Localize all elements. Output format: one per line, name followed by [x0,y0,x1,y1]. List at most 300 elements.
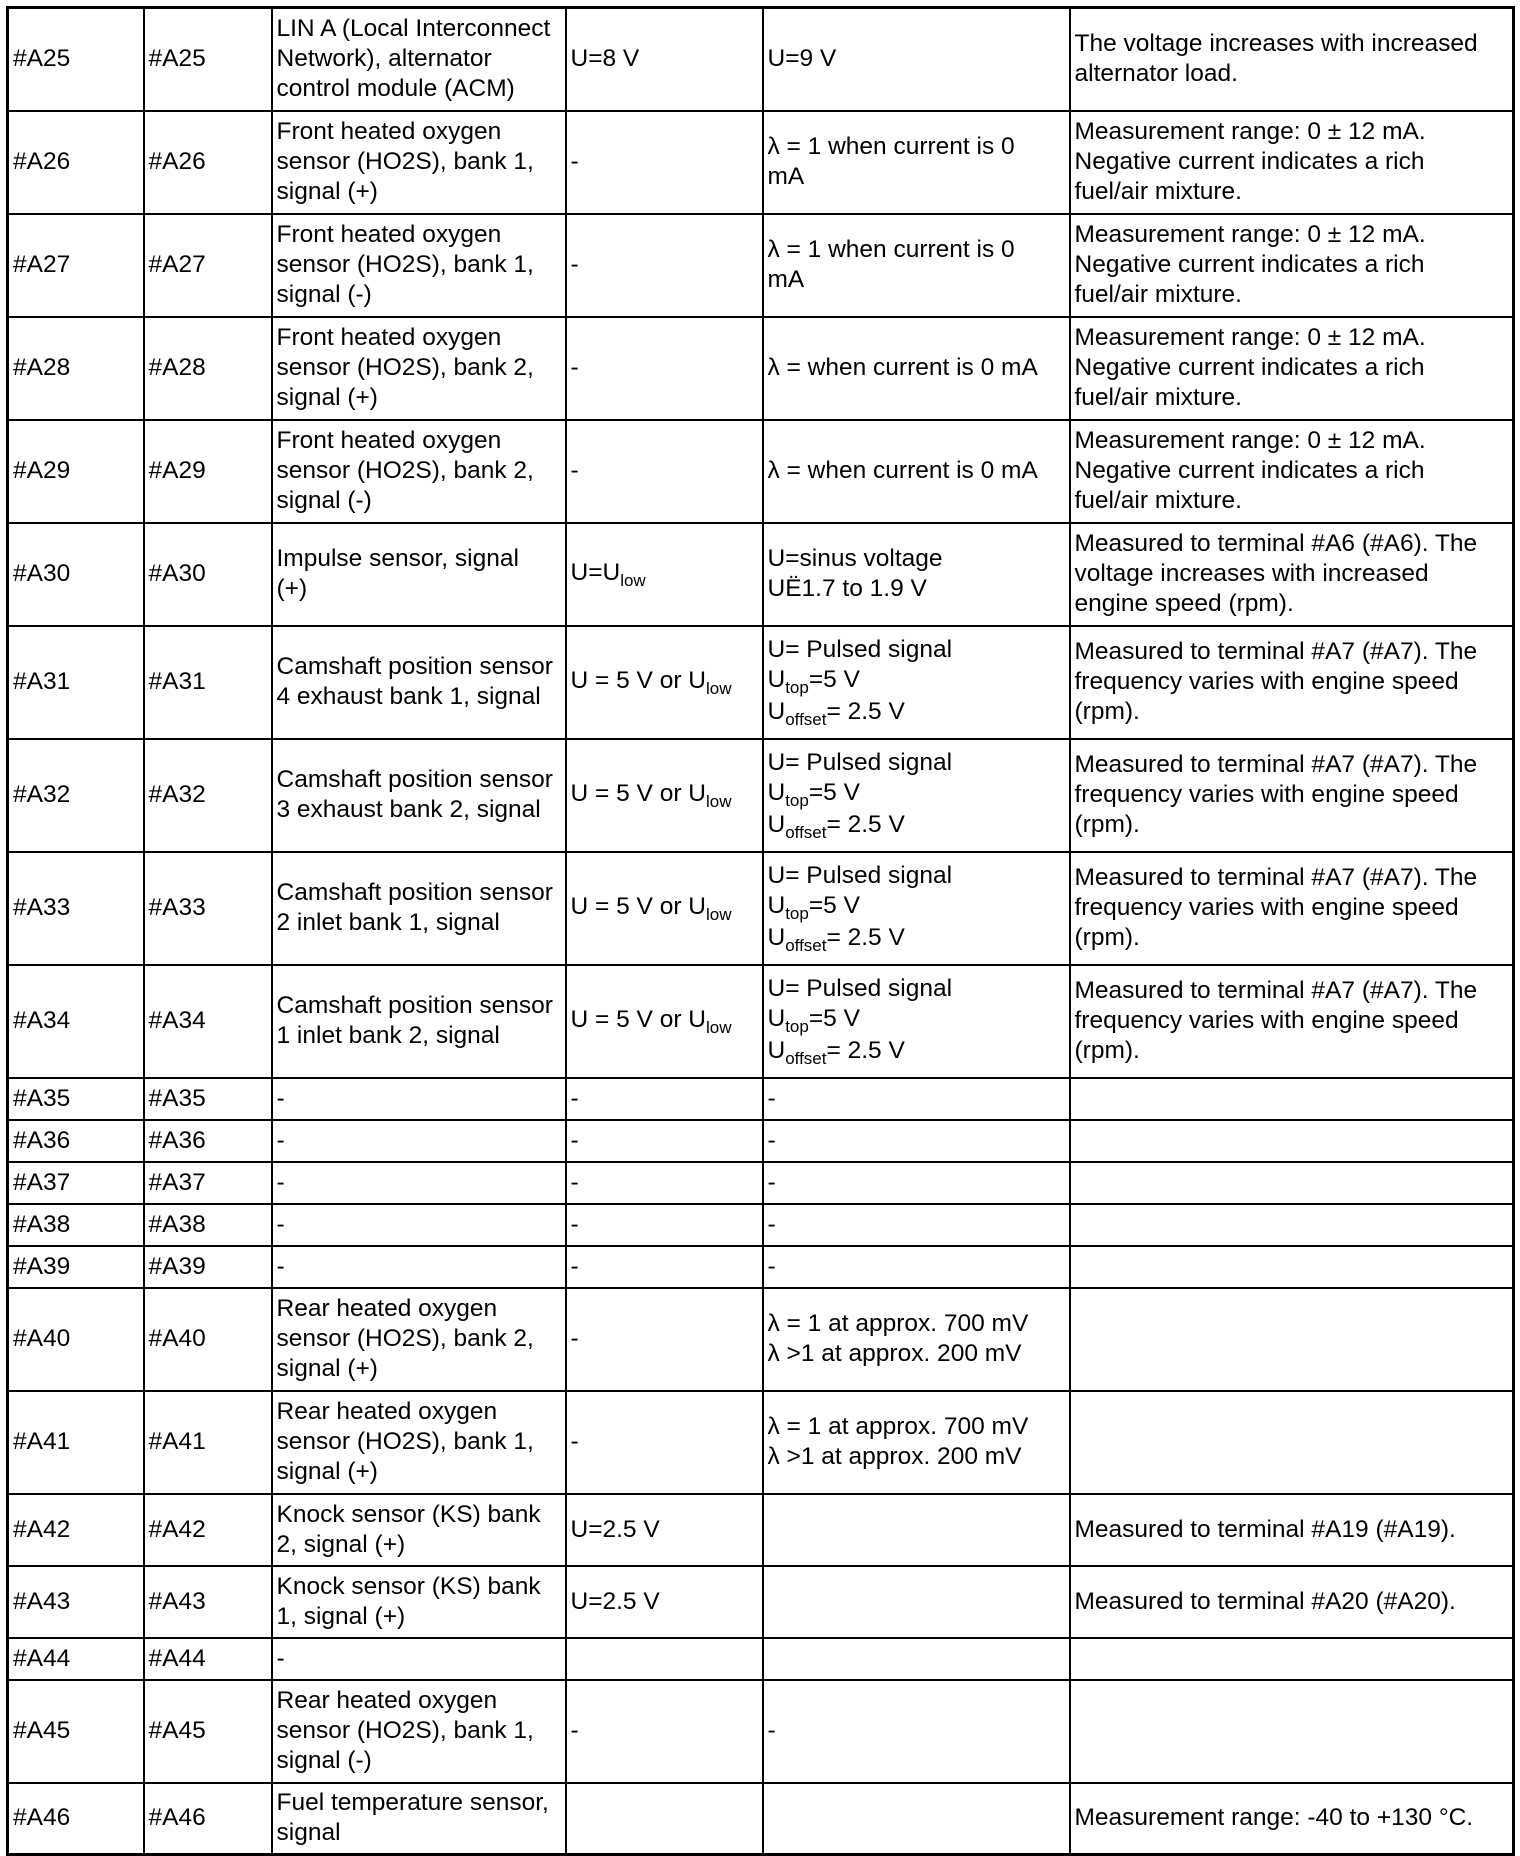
document-page [6,6,1515,1856]
remark [1070,420,1514,523]
cell-line: Measurement range: 0 ± 12 mA. [1074,221,1426,248]
cell-text: #A44 [13,1644,71,1672]
line-main-text: U = 5 V or U [570,1006,706,1033]
cell-line: frequency varies with engine speed [1074,894,1459,921]
cell-line-with-subscript [571,666,758,698]
signal-description [272,1638,566,1680]
signal-description [272,1162,566,1204]
cell-line: UË1.7 to 1.9 V [767,575,927,602]
cell-line: U=8 V [570,45,640,73]
cell-line: Rear heated oxygen [276,1398,498,1425]
cell-line: - [570,457,579,484]
terminal-id-alt [144,1246,272,1288]
terminal-id-alt [144,1680,272,1783]
cell-line: U=sinus voltage [767,545,943,572]
cell-line: (rpm). [1074,698,1140,725]
signal-description [272,1783,566,1855]
remark [1070,852,1514,965]
cell-text: #A34 [13,1007,71,1034]
line-after-text: = 2.5 V [826,1037,905,1064]
terminal-id [8,8,144,111]
value-condition-1 [566,1078,763,1120]
terminal-table [6,6,1515,1856]
cell-line: sensor (HO2S), bank 2, [276,1325,534,1352]
signal-description [272,626,566,739]
value-condition-2 [763,1391,1070,1494]
cell-text: #A35 [148,1084,206,1112]
cell-line: - [570,148,579,175]
cell-line: Measured to terminal #A6 (#A6). The [1074,530,1478,557]
cell-text: #A31 [13,668,71,695]
cell-line: engine speed (rpm). [1074,590,1294,617]
cell-line: U=9 V [767,45,837,73]
cell-text: #A43 [148,1587,206,1615]
value-condition-2 [763,1566,1070,1638]
terminal-id [8,1162,144,1204]
signal-description [272,1494,566,1566]
cell-text: #A33 [13,894,71,921]
cell-line: Rear heated oxygen [276,1687,498,1714]
cell-text: #A35 [13,1084,71,1112]
line-subscript: top [785,791,809,810]
cell-line-with-subscript [768,1036,1065,1068]
cell-text: #A42 [148,1515,206,1543]
cell-line: - [570,354,579,381]
cell-line: λ = 1 when current is 0 [767,133,1015,160]
cell-line: - [570,1084,579,1112]
table-row [8,420,1514,523]
cell-line: λ = 1 when current is 0 [767,236,1015,263]
cell-line: sensor (HO2S), bank 1, [276,251,534,278]
table-row [8,1078,1514,1120]
cell-line: signal [276,1819,341,1847]
cell-line: λ >1 at approx. 200 mV [767,1340,1022,1367]
value-condition-1 [566,8,763,111]
cell-text: #A43 [13,1587,71,1615]
cell-text: #A37 [148,1168,206,1196]
signal-description [272,739,566,852]
table-row [8,1246,1514,1288]
value-condition-1 [566,1566,763,1638]
line-subscript: low [705,679,732,698]
remark [1070,1288,1514,1391]
cell-line: λ = when current is 0 mA [767,354,1038,381]
cell-text: #A41 [13,1428,71,1455]
value-condition-1 [566,1638,763,1680]
cell-line: Front heated oxygen [276,221,502,248]
cell-line: LIN A (Local Interconnect [276,15,551,43]
remark [1070,965,1514,1078]
cell-line: Negative current indicates a rich [1074,148,1425,175]
cell-line: signal (-) [276,281,372,308]
cell-line: sensor (HO2S), bank 2, [276,457,534,484]
cell-text: #A32 [148,781,206,808]
value-condition-2 [763,1680,1070,1783]
signal-description [272,523,566,626]
value-condition-2 [763,965,1070,1078]
cell-line: U= Pulsed signal [767,862,953,889]
signal-description [272,111,566,214]
cell-line: Measured to terminal #A19 (#A19). [1074,1515,1456,1543]
table-row [8,8,1514,111]
terminal-id [8,214,144,317]
terminal-id [8,1078,144,1120]
line-after-text: =5 V [808,666,860,693]
cell-line: Negative current indicates a rich [1074,354,1425,381]
terminal-id-alt [144,8,272,111]
cell-line: Fuel temperature sensor, [276,1789,549,1817]
cell-text: #A31 [148,668,206,695]
table-row [8,214,1514,317]
value-condition-2 [763,1638,1070,1680]
value-condition-2 [763,1162,1070,1204]
cell-line: - [767,1210,776,1238]
cell-line: Negative current indicates a rich [1074,457,1425,484]
line-main-text: U [767,811,786,838]
remark [1070,1566,1514,1638]
cell-line: - [570,1428,579,1455]
cell-line-with-subscript [571,779,758,811]
line-subscript: offset [785,1049,827,1068]
cell-line: Front heated oxygen [276,118,502,145]
value-condition-1 [566,1120,763,1162]
cell-line-with-subscript [571,1005,758,1037]
remark [1070,1120,1514,1162]
line-after-text: =5 V [808,779,860,806]
line-main-text: U = 5 V or U [570,893,706,920]
cell-line: - [570,1210,579,1238]
cell-line-with-subscript [768,665,1065,697]
cell-line: Impulse sensor, signal [276,545,519,572]
cell-line: 4 exhaust bank 1, signal [276,683,541,710]
table-row [8,965,1514,1078]
line-main-text: U [767,779,786,806]
remark [1070,626,1514,739]
table-row [8,1204,1514,1246]
cell-line: U=2.5 V [570,1587,660,1615]
cell-line: 2 inlet bank 1, signal [276,909,500,936]
line-main-text: U = 5 V or U [570,667,706,694]
cell-line: signal (-) [276,487,372,514]
line-main-text: U=U [570,559,621,586]
value-condition-1 [566,1391,763,1494]
cell-text: #A28 [13,354,71,381]
line-subscript: offset [785,936,827,955]
value-condition-1 [566,965,763,1078]
cell-line: - [570,1168,579,1196]
line-after-text: =5 V [808,1005,860,1032]
cell-line: - [276,1168,285,1196]
cell-line: Measured to terminal #A7 (#A7). The [1074,751,1478,778]
cell-line: Knock sensor (KS) bank [276,1500,541,1528]
terminal-id-alt [144,1120,272,1162]
cell-line: voltage increases with increased [1074,560,1429,587]
cell-line: - [276,1210,285,1238]
signal-description [272,1204,566,1246]
cell-text: #A42 [13,1515,71,1543]
remark [1070,523,1514,626]
cell-text: #A36 [148,1126,206,1154]
cell-text: #A37 [13,1168,71,1196]
cell-text: #A38 [13,1210,71,1238]
line-subscript: top [785,904,809,923]
line-after-text: = 2.5 V [826,698,905,725]
signal-description [272,1680,566,1783]
value-condition-1 [566,1680,763,1783]
signal-description [272,852,566,965]
value-condition-1 [566,1204,763,1246]
cell-line-with-subscript [768,891,1065,923]
cell-line: mA [767,266,805,293]
table-row [8,1288,1514,1391]
value-condition-2 [763,111,1070,214]
cell-line: Camshaft position sensor [276,992,553,1019]
remark [1070,8,1514,111]
cell-line: U= Pulsed signal [767,749,953,776]
cell-line: Knock sensor (KS) bank [276,1572,541,1600]
cell-line: - [276,1252,285,1280]
remark [1070,111,1514,214]
cell-text: #A46 [13,1804,71,1832]
terminal-id-alt [144,420,272,523]
cell-line-with-subscript [768,778,1065,810]
cell-line: fuel/air mixture. [1074,487,1242,514]
line-main-text: U [767,666,786,693]
cell-text: #A28 [148,354,206,381]
cell-line: - [570,251,579,278]
signal-description [272,214,566,317]
line-main-text: U [767,924,786,951]
cell-line: - [276,1644,285,1672]
line-subscript: top [785,678,809,697]
table-row [8,1120,1514,1162]
terminal-id-alt [144,1391,272,1494]
terminal-id [8,1566,144,1638]
value-condition-1 [566,739,763,852]
cell-line: Measured to terminal #A20 (#A20). [1074,1587,1456,1615]
cell-text: #A29 [13,457,71,484]
terminal-id-alt [144,1288,272,1391]
value-condition-1 [566,420,763,523]
line-after-text: = 2.5 V [826,811,905,838]
value-condition-1 [566,1162,763,1204]
cell-text: #A25 [148,45,206,73]
cell-text: #A30 [13,560,71,587]
cell-line: U= Pulsed signal [767,636,953,663]
value-condition-2 [763,8,1070,111]
table-row [8,1391,1514,1494]
cell-text: #A40 [13,1325,71,1352]
value-condition-1 [566,523,763,626]
cell-line: Camshaft position sensor [276,879,553,906]
cell-line: - [276,1084,285,1112]
line-subscript: low [705,905,732,924]
cell-line: Negative current indicates a rich [1074,251,1425,278]
cell-line: - [767,1252,776,1280]
value-condition-2 [763,1246,1070,1288]
terminal-id-alt [144,1566,272,1638]
line-main-text: U [767,1037,786,1064]
cell-line: - [767,1084,776,1112]
cell-line: - [767,1168,776,1196]
value-condition-1 [566,1783,763,1855]
remark [1070,1391,1514,1494]
cell-line: Front heated oxygen [276,427,502,454]
value-condition-2 [763,1494,1070,1566]
cell-line: U= Pulsed signal [767,975,953,1002]
signal-description [272,1288,566,1391]
cell-line: 1 inlet bank 2, signal [276,1022,500,1049]
value-condition-1 [566,214,763,317]
signal-description [272,1391,566,1494]
cell-text: #A45 [148,1717,206,1744]
value-condition-2 [763,1078,1070,1120]
cell-text: #A26 [13,148,71,175]
cell-text: #A34 [148,1007,206,1034]
value-condition-1 [566,626,763,739]
cell-line: - [570,1252,579,1280]
terminal-id [8,523,144,626]
value-condition-1 [566,1246,763,1288]
cell-line: signal (-) [276,1747,372,1774]
terminal-id [8,1120,144,1162]
remark [1070,1246,1514,1288]
value-condition-2 [763,626,1070,739]
terminal-id [8,626,144,739]
terminal-id-alt [144,523,272,626]
cell-text: #A30 [148,560,206,587]
cell-text: #A45 [13,1717,71,1744]
table-row [8,739,1514,852]
table-row [8,111,1514,214]
cell-line-with-subscript [768,923,1065,955]
value-condition-1 [566,317,763,420]
terminal-id [8,317,144,420]
terminal-id-alt [144,1162,272,1204]
cell-line: frequency varies with engine speed [1074,781,1459,808]
value-condition-2 [763,1783,1070,1855]
remark [1070,1638,1514,1680]
cell-line-with-subscript [768,697,1065,729]
cell-line: Camshaft position sensor [276,653,553,680]
cell-text: #A36 [13,1126,71,1154]
table-row [8,1680,1514,1783]
terminal-id-alt [144,1078,272,1120]
terminal-id-alt [144,852,272,965]
cell-line: frequency varies with engine speed [1074,1007,1459,1034]
cell-line: fuel/air mixture. [1074,384,1242,411]
cell-line: 1, signal (+) [276,1602,406,1630]
cell-line: signal (+) [276,1458,378,1485]
cell-line: λ = 1 at approx. 700 mV [767,1413,1029,1440]
cell-line: Measured to terminal #A7 (#A7). The [1074,977,1478,1004]
value-condition-2 [763,1204,1070,1246]
cell-text: #A29 [148,457,206,484]
table-row [8,1566,1514,1638]
cell-line: λ >1 at approx. 200 mV [767,1443,1022,1470]
cell-line: sensor (HO2S), bank 1, [276,1428,534,1455]
cell-line: - [570,1126,579,1154]
line-subscript: offset [785,710,827,729]
value-condition-2 [763,523,1070,626]
terminal-id [8,1288,144,1391]
cell-line: Front heated oxygen [276,324,502,351]
line-after-text: = 2.5 V [826,924,905,951]
terminal-id [8,1246,144,1288]
cell-text: #A41 [148,1428,206,1455]
value-condition-1 [566,1494,763,1566]
cell-line: Measurement range: 0 ± 12 mA. [1074,427,1426,454]
terminal-id-alt [144,214,272,317]
terminal-id [8,739,144,852]
cell-text: #A33 [148,894,206,921]
cell-line: signal (+) [276,384,378,411]
cell-line: - [570,1325,579,1352]
cell-line: Measurement range: 0 ± 12 mA. [1074,118,1426,145]
cell-line: fuel/air mixture. [1074,281,1242,308]
cell-line-with-subscript [571,892,758,924]
remark [1070,1162,1514,1204]
cell-line: The voltage increases with increased [1074,30,1478,58]
terminal-id [8,965,144,1078]
cell-line: - [276,1126,285,1154]
remark [1070,1680,1514,1783]
cell-line: Rear heated oxygen [276,1295,498,1322]
cell-line: alternator load. [1074,60,1238,88]
value-condition-1 [566,111,763,214]
cell-line: (rpm). [1074,1037,1140,1064]
value-condition-2 [763,317,1070,420]
cell-line: 3 exhaust bank 2, signal [276,796,541,823]
cell-line: - [767,1126,776,1154]
terminal-id-alt [144,317,272,420]
signal-description [272,8,566,111]
signal-description [272,1566,566,1638]
terminal-id [8,420,144,523]
cell-text: #A44 [148,1644,206,1672]
remark [1070,1494,1514,1566]
terminal-id [8,111,144,214]
table-row [8,1638,1514,1680]
cell-line: fuel/air mixture. [1074,178,1242,205]
cell-line: - [767,1717,776,1744]
terminal-id [8,1204,144,1246]
cell-text: #A32 [13,781,71,808]
cell-line: Camshaft position sensor [276,766,553,793]
cell-line: (+) [276,575,308,602]
cell-line: control module (ACM) [276,75,515,103]
line-main-text: U [767,698,786,725]
cell-line: sensor (HO2S), bank 1, [276,1717,534,1744]
value-condition-2 [763,420,1070,523]
remark [1070,1204,1514,1246]
line-subscript: low [620,571,646,590]
value-condition-2 [763,214,1070,317]
cell-text: #A46 [148,1804,206,1832]
cell-line: Measurement range: 0 ± 12 mA. [1074,324,1426,351]
cell-text: #A39 [148,1252,206,1280]
terminal-id [8,852,144,965]
cell-line: (rpm). [1074,924,1140,951]
line-subscript: low [705,1018,732,1037]
terminal-id-alt [144,111,272,214]
cell-text: #A38 [148,1210,206,1238]
cell-line: sensor (HO2S), bank 1, [276,148,534,175]
cell-line: λ = 1 at approx. 700 mV [767,1310,1029,1337]
cell-line: frequency varies with engine speed [1074,668,1459,695]
cell-text: #A39 [13,1252,71,1280]
terminal-id [8,1783,144,1855]
